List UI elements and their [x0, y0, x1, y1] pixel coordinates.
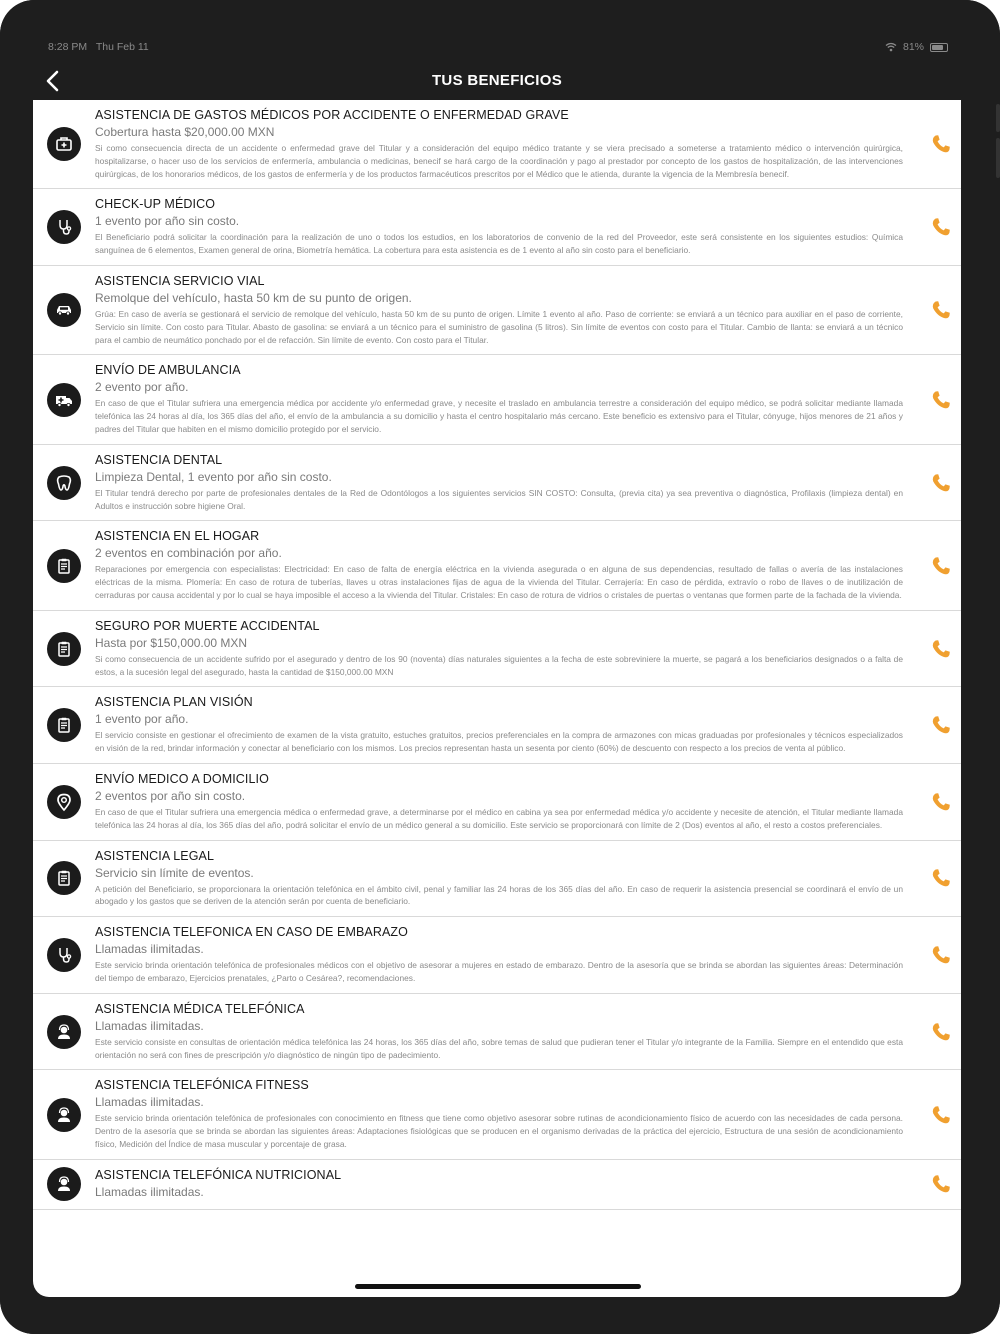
headset-person-icon [47, 1098, 81, 1132]
benefit-subtitle: Llamadas ilimitadas. [95, 1018, 204, 1033]
phone-icon [929, 637, 953, 661]
benefit-title: ASISTENCIA DE GASTOS MÉDICOS POR ACCIDENTE O ENFERMEDAD GRAVE [95, 108, 569, 122]
phone-icon [929, 943, 953, 967]
benefit-subtitle: Cobertura hasta $20,000.00 MXN [95, 125, 275, 139]
benefit-row[interactable] [33, 687, 961, 764]
car-icon [47, 293, 81, 327]
battery-percent: 81% [902, 41, 924, 53]
call-button[interactable] [929, 471, 953, 495]
call-button[interactable] [929, 943, 953, 967]
benefit-row[interactable] [33, 841, 961, 918]
phone-icon [929, 1020, 953, 1044]
benefit-row[interactable] [33, 521, 961, 610]
stethoscope-icon [47, 938, 81, 972]
benefit-subtitle: 2 eventos por año sin costo. [95, 788, 246, 803]
call-button[interactable] [929, 637, 953, 661]
benefit-title: ASISTENCIA DENTAL [95, 452, 223, 467]
benefits-list [33, 100, 961, 1297]
stethoscope-icon [47, 210, 81, 244]
home-indicator[interactable] [355, 1284, 641, 1289]
location-pin-icon [47, 785, 81, 819]
tooth-icon [47, 466, 81, 500]
call-button[interactable] [929, 215, 953, 239]
benefit-subtitle: Limpieza Dental, 1 evento por año sin costo. [95, 469, 332, 484]
volume-down-button [996, 138, 1000, 178]
benefit-description: A petición del Beneficiario, se proporcionara la orientación telefónica en el ámbito civil, penal y familiar las 24 horas de los 365 días del año. En caso de requerir la asistencia presencial se coordinará el envío de un abogado y los gastos que se deriven de la atención serán por cuenta de beneficiario. [95, 883, 903, 907]
phone-icon [929, 132, 953, 156]
benefit-row[interactable] [33, 1070, 961, 1159]
benefit-subtitle: 2 eventos en combinación por año. [95, 546, 282, 561]
benefit-description: Reparaciones por emergencia con especialistas: Electricidad: En caso de falta de energía eléctrica en la vivienda asegurada o en alguna de sus dependencias, resultado de fallas o avería de las instalaciones eléctricas de la misma. Plomería: En caso de rotura de tuberías, llaves u otras instalaciones fijas de agua de la vivienda del Titular. Cerrajería: En caso de pérdida, extravío o robo de llaves o de inutilización de cerraduras por causa accidental y por lo cual se haya imposible el acceso a la vivienda del Titular. Cristales: En caso de rotura de vidrios o cristales de puertas o ventanas que formen parte de la fachada de la vivienda. [95, 564, 903, 600]
phone-icon [929, 554, 953, 578]
benefit-subtitle: 1 evento por año sin costo. [95, 214, 240, 229]
benefit-row[interactable] [33, 266, 961, 355]
phone-icon [929, 471, 953, 495]
benefit-title: SEGURO POR MUERTE ACCIDENTAL [95, 618, 320, 633]
benefit-description: Grúa: En caso de avería se gestionará el servicio de remolque del vehículo, hasta 50 km de su punto de origen. Límite 1 evento al año. Paso de corriente: se enviará a un técnico para auxiliar en el paso de corriente, Servicio sin límite. Con costo para Titular. Abasto de gasolina: se enviará a un técnico para el suministro de gasolina (5 litros). Sin límite de eventos con costo para el Titular. Cambio de llanta: se enviará a un técnico para el cambio de neumático ponchado por el de refacción. Sin límite de evento. Con costo para el Titular. [95, 308, 903, 345]
clipboard-icon [47, 549, 81, 583]
benefit-subtitle: Llamadas ilimitadas. [95, 942, 204, 957]
benefit-subtitle: Hasta por $150,000.00 MXN [95, 635, 248, 650]
phone-icon [929, 790, 953, 814]
call-button[interactable] [929, 1103, 953, 1127]
clipboard-icon [47, 708, 81, 742]
benefit-description: El Beneficiario podrá solicitar la coordinación para la realización de uno o todos los estudios, en los laboratorios de convenio de la red del Proveedor, este será consistente en los siguientes estudios: Química sanguínea de 6 elementos, Examen general de orina, Biometría hemática. La cobertura para esta asistencia es de 1 evento al año sin costo para el beneficiario. [95, 232, 903, 256]
benefit-row[interactable] [33, 189, 961, 266]
benefit-title: ENVÍO DE AMBULANCIA [95, 363, 241, 378]
benefit-description: Si como consecuencia directa de un accidente o enfermedad grave del Titular y a consideración del equipo médico tratante y se viera precisado a someterse a tratamiento médico o intervención quirúrgica, hospitalizarse, o hacer uso de los servicios de enfermería, ambulancia o medicinas, benecif se hará cargo de la coordinación y pago al prestador por concepto de los gastos de hospitalización, de las intervenciones quirúrgicas, de los honorarios médicos, de los gastos de enfermería y de los productos farmacéuticos prescritos por el Médico que le atienda, durante la vigencia de la Membresía benecif. [95, 143, 903, 179]
benefit-description: Si como consecuencia de un accidente sufrido por el asegurado y dentro de los 90 (noventa) días naturales siguientes a la fecha de este sobreviniere la muerte, se pagará a los beneficiarios designados o a falta de estos, a la sucesión legal del asegurado, hasta la cantidad de $150,000.00 MXN [95, 653, 903, 677]
benefit-description: Este servicio brinda orientación telefónica de profesionales médicos con el objetivo de asesorar a mujeres en estado de embarazo. Dentro de la asesoría que se brinda se abordan las siguientes áreas: Determinación del tiempo de embarazo, Ejercicios prenatales, ¿Parto o Cesárea?, recomendaciones. [95, 960, 903, 983]
benefit-subtitle: 2 evento por año. [95, 380, 189, 395]
benefit-title: ASISTENCIA TELEFÓNICA FITNESS [95, 1078, 309, 1093]
call-button[interactable] [929, 790, 953, 814]
call-button[interactable] [929, 132, 953, 156]
call-button[interactable] [929, 866, 953, 890]
benefit-row[interactable] [33, 100, 961, 189]
wifi-icon [885, 42, 897, 52]
benefit-title: ASISTENCIA LEGAL [95, 848, 215, 863]
status-date: Thu Feb 11 [95, 41, 149, 53]
benefit-description: En caso de que el Titular sufriera una emergencia médica por accidente y/o enfermedad grave, y necesite el traslado en ambulancia terrestre a consideración del equipo médico, se podrá solicitar mediante llamada telefónica las 24 horas al día, los 365 días del año, el envío de la ambulancia a su domicilio y hasta el centro hospitalario más cercano. Este beneficio es extensivo para el Titular, cónyuge, hijos menores de 21 años y padres del Titular que habiten en el mismo domicilio protegido por el servicio. [95, 398, 903, 434]
benefit-description: Este servicio brinda orientación telefónica de profesionales con conocimiento en fitness que tiene como objetivo asesorar sobre rutinas de acondicionamiento físico de acuerdo con las necesidades de cada persona. Dentro de la asesoría que se brinda se abordan las siguientes áreas: Adaptaciones fisiológicas que se producen en el organismo derivadas de la práctica del ejercicio, Estructura de una sesión de acondicionamiento físico, Medición del Índice de masa muscular y porcentaje de grasa. [95, 1113, 903, 1149]
benefit-subtitle: 1 evento por año. [95, 712, 189, 727]
phone-icon [929, 713, 953, 737]
benefit-subtitle: Llamadas ilimitadas. [95, 1184, 204, 1199]
chevron-left-icon [40, 68, 66, 94]
phone-icon [929, 866, 953, 890]
battery-icon [930, 43, 948, 52]
benefit-subtitle: Llamadas ilimitadas. [95, 1095, 204, 1110]
benefit-row[interactable] [33, 1160, 961, 1210]
page-title: TUS BENEFICIOS [431, 71, 563, 89]
benefit-title: ASISTENCIA PLAN VISIÓN [95, 695, 253, 710]
benefit-row[interactable] [33, 994, 961, 1071]
benefit-description: En caso de que el Titular sufriera una emergencia médica o enfermedad grave, a determinarse por el médico en cabina ya sea por enfermedad médica y/o accidente y necesite de atención, el Titular mediante llamada telefónica las 24 horas al día, los 365 días del año, podrá solicitar el envío de un médico general a su domicilio. Este servicio se proporcionará con límite de 2 (Dos) eventos al año, el resto a costos preferenciales. [95, 806, 903, 830]
phone-icon [929, 1103, 953, 1127]
back-button[interactable] [40, 68, 66, 94]
benefit-description: El Titular tendrá derecho por parte de profesionales dentales de la Red de Odontólogos a los siguientes servicios SIN COSTO: Consulta, (previa cita) ya sea preventiva o diagnóstica, Profilaxis (limpieza dental) en Adultos e instrucción sobre higiene Oral. [95, 487, 903, 511]
benefit-row[interactable] [33, 917, 961, 994]
benefit-subtitle: Remolque del vehículo, hasta 50 km de su punto de origen. [95, 290, 412, 305]
call-button[interactable] [929, 388, 953, 412]
phone-icon [929, 215, 953, 239]
benefit-row[interactable] [33, 611, 961, 688]
nav-bar [32, 60, 962, 100]
benefit-title: ASISTENCIA SERVICIO VIAL [95, 273, 265, 288]
benefit-title: CHECK-UP MÉDICO [95, 197, 216, 212]
benefit-title: ASISTENCIA EN EL HOGAR [95, 529, 260, 544]
call-button[interactable] [929, 713, 953, 737]
benefit-title: ENVÍO MEDICO A DOMICILIO [95, 771, 269, 786]
benefit-title: ASISTENCIA MÉDICA TELEFÓNICA [95, 1001, 305, 1016]
phone-icon [929, 298, 953, 322]
headset-person-icon [47, 1015, 81, 1049]
benefit-description: El servicio consiste en gestionar el ofrecimiento de examen de la vista gratuito, estuches gratuitos, precios preferenciales en la compra de armazones con micas graduadas por profesionales y técnicos especializados en visión de la red, brindar información y conectar al beneficiario con los mismos. Los precios representan hasta un sesenta por ciento (60%) de descuento con respecto a los precios de venta al público. [95, 730, 903, 754]
ambulance-icon [47, 383, 81, 417]
benefit-subtitle: Servicio sin límite de eventos. [95, 865, 254, 880]
medical-kit-icon [47, 127, 81, 161]
benefit-description: Este servicio consiste en consultas de orientación médica telefónica las 24 horas, los 365 días del año, sobre temas de salud que pudieran tener el Titular y/o integrante de la Familia. Siempre en el entendido que esta orientación no será con fines de prescripción y/o diagnóstico de ningún tipo de padecimiento. [95, 1036, 903, 1060]
clipboard-icon [47, 861, 81, 895]
call-button[interactable] [929, 554, 953, 578]
benefit-row[interactable] [33, 445, 961, 522]
benefit-title: ASISTENCIA TELEFONICA EN CASO DE EMBARAZO [95, 925, 408, 940]
benefit-row[interactable] [33, 764, 961, 841]
call-button[interactable] [929, 1172, 953, 1196]
call-button[interactable] [929, 298, 953, 322]
status-bar [48, 38, 948, 56]
phone-icon [929, 388, 953, 412]
benefit-row[interactable] [33, 355, 961, 444]
clipboard-icon [47, 632, 81, 666]
volume-up-button [996, 104, 1000, 132]
status-time: 8:28 PM [48, 41, 88, 53]
call-button[interactable] [929, 1020, 953, 1044]
headset-person-icon [47, 1167, 81, 1201]
benefit-title: ASISTENCIA TELEFÓNICA NUTRICIONAL [95, 1167, 342, 1182]
phone-icon [929, 1172, 953, 1196]
